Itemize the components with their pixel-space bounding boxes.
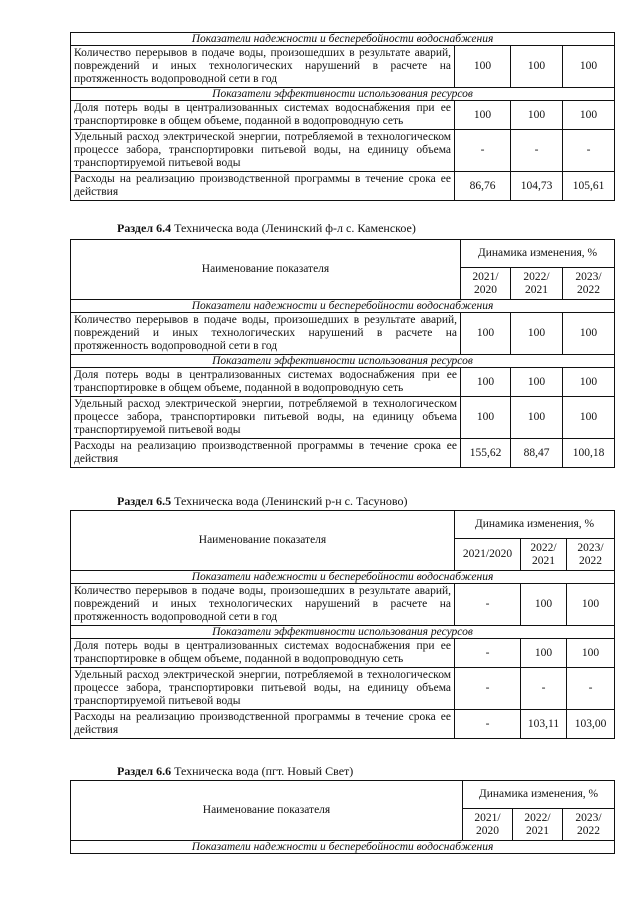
indicator-name: Расходы на реализацию производственной программы в течение срока ее действия bbox=[71, 710, 455, 739]
indicator-value: - bbox=[567, 668, 615, 710]
indicator-name: Удельный расход электрической энергии, потребляемой в технологическом процессе забора, транспортировки питьевой воды, на единицу объема транспортируемой питьевой воды bbox=[71, 397, 461, 439]
indicator-value: - bbox=[455, 710, 521, 739]
table-row bbox=[71, 584, 615, 626]
indicator-value: 100 bbox=[563, 46, 615, 88]
indicator-value: 103,11 bbox=[521, 710, 567, 739]
header-year: 2022/ 2021 bbox=[511, 268, 563, 300]
table-row bbox=[71, 439, 615, 468]
indicator-name: Доля потерь воды в централизованных системах водоснабжения при ее транспортировке в общем объеме, поданной в водопроводную сеть bbox=[71, 639, 455, 668]
header-year: 2021/ 2020 bbox=[461, 268, 511, 300]
category-row bbox=[71, 355, 615, 368]
table-body bbox=[71, 571, 615, 739]
category-row bbox=[71, 571, 615, 584]
header-indicator-name: Наименование показателя bbox=[71, 781, 463, 841]
indicator-value: 100 bbox=[563, 313, 615, 355]
indicator-name: Доля потерь воды в централизованных системах водоснабжения при ее транспортировке в общем объеме, поданной в водопроводную сеть bbox=[71, 368, 461, 397]
indicator-value: - bbox=[455, 668, 521, 710]
table-body bbox=[71, 841, 615, 854]
table-row bbox=[71, 46, 615, 88]
indicator-value: - bbox=[521, 668, 567, 710]
indicator-value: - bbox=[455, 584, 521, 626]
section-number: Раздел 6.4 bbox=[117, 221, 172, 235]
table-6-4 bbox=[70, 239, 615, 468]
header-year: 2022/ 2021 bbox=[513, 809, 563, 841]
indicator-value: 100 bbox=[563, 101, 615, 130]
indicator-value: 100 bbox=[511, 313, 563, 355]
indicator-value: - bbox=[455, 639, 521, 668]
indicator-value: 100 bbox=[511, 46, 563, 88]
category-row bbox=[71, 33, 615, 46]
category-row bbox=[71, 626, 615, 639]
indicator-name: Удельный расход электрической энергии, потребляемой в технологическом процессе забора, транспортировки питьевой воды, на единицу объема транспортируемой питьевой воды bbox=[71, 668, 455, 710]
header-year: 2023/ 2022 bbox=[567, 539, 615, 571]
table-row bbox=[71, 368, 615, 397]
indicator-value: 100 bbox=[567, 584, 615, 626]
indicator-value: 100 bbox=[567, 639, 615, 668]
section-number: Раздел 6.5 bbox=[117, 494, 172, 508]
section-name: Техническа вода (пгт. Новый Свет) bbox=[171, 764, 354, 778]
category-label: Показатели надежности и бесперебойности водоснабжения bbox=[71, 571, 615, 584]
indicator-name: Расходы на реализацию производственной программы в течение срока ее действия bbox=[71, 172, 455, 201]
table-row bbox=[71, 710, 615, 739]
indicator-value: 88,47 bbox=[511, 439, 563, 468]
indicator-name: Расходы на реализацию производственной программы в течение срока ее действия bbox=[71, 439, 461, 468]
indicator-value: 100 bbox=[511, 397, 563, 439]
category-label: Показатели надежности и бесперебойности водоснабжения bbox=[71, 300, 615, 313]
header-dynamics: Динамика изменения, % bbox=[463, 781, 615, 809]
indicator-value: 105,61 bbox=[563, 172, 615, 201]
category-label: Показатели надежности и бесперебойности водоснабжения bbox=[71, 841, 615, 854]
table-row bbox=[71, 639, 615, 668]
section-name: Техническа вода (Ленинский р-н с. Тасуново) bbox=[171, 494, 408, 508]
indicator-name: Количество перерывов в подаче воды, произошедших в результате аварий, повреждений и иных технологических нарушений в расчете на протяженность водопроводной сети в год bbox=[71, 313, 461, 355]
indicator-value: 100 bbox=[563, 397, 615, 439]
section-name: Техническа вода (Ленинский ф-л с. Каменское) bbox=[171, 221, 416, 235]
indicator-value: 155,62 bbox=[461, 439, 511, 468]
indicator-value: 100 bbox=[511, 101, 563, 130]
header-dynamics: Динамика изменения, % bbox=[455, 511, 615, 539]
indicator-value: 100 bbox=[461, 397, 511, 439]
indicator-name: Удельный расход электрической энергии, потребляемой в технологическом процессе забора, транспортировки питьевой воды, на единицу объема транспортируемой питьевой воды bbox=[71, 130, 455, 172]
header-year: 2023/ 2022 bbox=[563, 809, 615, 841]
table-6-6 bbox=[70, 780, 615, 854]
table-body bbox=[71, 300, 615, 468]
category-label: Показатели эффективности использования ресурсов bbox=[71, 88, 615, 101]
indicator-value: 100 bbox=[521, 639, 567, 668]
indicator-name: Количество перерывов в подаче воды, произошедших в результате аварий, повреждений и иных технологических нарушений в расчете на протяженность водопроводной сети в год bbox=[71, 584, 455, 626]
header-indicator-name: Наименование показателя bbox=[71, 511, 455, 571]
indicator-value: 100 bbox=[563, 368, 615, 397]
section-title-6-4 bbox=[117, 221, 416, 236]
header-indicator-name: Наименование показателя bbox=[71, 240, 461, 300]
category-row bbox=[71, 88, 615, 101]
section-title-6-5 bbox=[117, 494, 408, 509]
section-title-6-6 bbox=[117, 764, 353, 779]
table-6-5 bbox=[70, 510, 615, 739]
indicator-value: 100 bbox=[461, 313, 511, 355]
indicator-value: 100,18 bbox=[563, 439, 615, 468]
indicator-value: 100 bbox=[461, 368, 511, 397]
table-row bbox=[71, 130, 615, 172]
table-row bbox=[71, 172, 615, 201]
header-dynamics: Динамика изменения, % bbox=[461, 240, 615, 268]
indicator-value: 86,76 bbox=[455, 172, 511, 201]
section-number: Раздел 6.6 bbox=[117, 764, 172, 778]
indicator-value: 103,00 bbox=[567, 710, 615, 739]
category-row bbox=[71, 841, 615, 854]
table-continued bbox=[70, 32, 615, 201]
indicator-value: 100 bbox=[455, 101, 511, 130]
indicator-value: 100 bbox=[511, 368, 563, 397]
category-row bbox=[71, 300, 615, 313]
header-year: 2021/ 2020 bbox=[463, 809, 513, 841]
indicator-value: 100 bbox=[521, 584, 567, 626]
header-year: 2021/2020 bbox=[455, 539, 521, 571]
table-row bbox=[71, 313, 615, 355]
indicator-value: - bbox=[511, 130, 563, 172]
indicator-value: - bbox=[455, 130, 511, 172]
header-year: 2022/ 2021 bbox=[521, 539, 567, 571]
indicator-name: Количество перерывов в подаче воды, произошедших в результате аварий, повреждений и иных технологических нарушений в расчете на протяженность водопроводной сети в год bbox=[71, 46, 455, 88]
category-label: Показатели эффективности использования ресурсов bbox=[71, 355, 615, 368]
header-year: 2023/ 2022 bbox=[563, 268, 615, 300]
indicator-value: 104,73 bbox=[511, 172, 563, 201]
category-label: Показатели надежности и бесперебойности водоснабжения bbox=[71, 33, 615, 46]
indicator-value: - bbox=[563, 130, 615, 172]
table-row bbox=[71, 101, 615, 130]
table-row bbox=[71, 397, 615, 439]
category-label: Показатели эффективности использования ресурсов bbox=[71, 626, 615, 639]
table-body bbox=[71, 33, 615, 201]
indicator-value: 100 bbox=[455, 46, 511, 88]
table-row bbox=[71, 668, 615, 710]
indicator-name: Доля потерь воды в централизованных системах водоснабжения при ее транспортировке в общем объеме, поданной в водопроводную сеть bbox=[71, 101, 455, 130]
